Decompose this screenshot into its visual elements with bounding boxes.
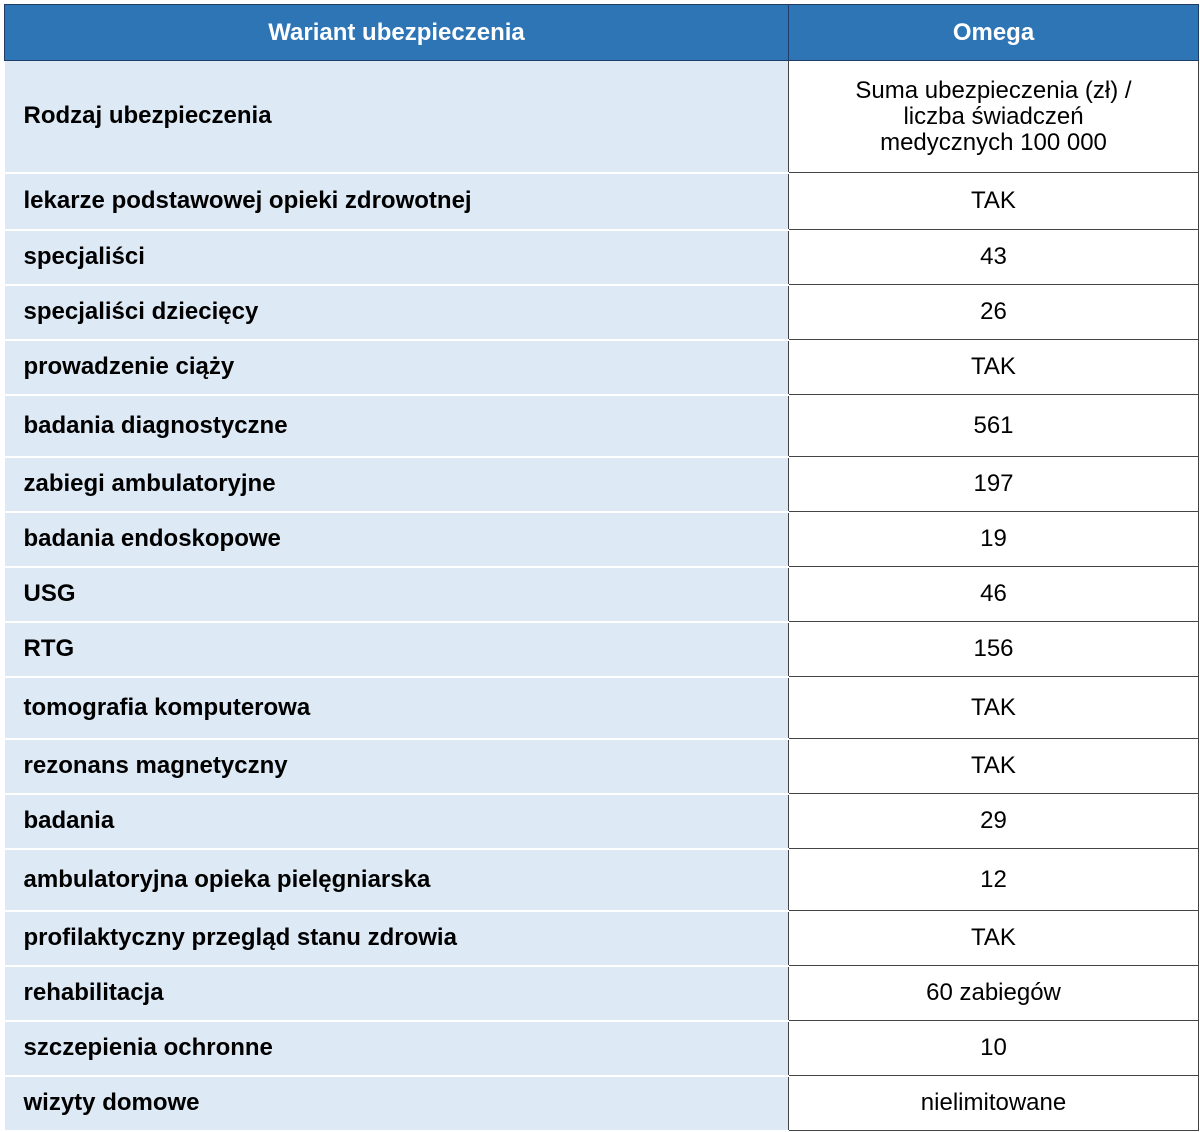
row-value: 10 bbox=[789, 1021, 1199, 1076]
row-label: ambulatoryjna opieka pielęgniarska bbox=[5, 849, 789, 911]
row-label: RTG bbox=[5, 622, 789, 677]
row-value: 561 bbox=[789, 395, 1199, 457]
table-row bbox=[5, 512, 1199, 567]
row-value: TAK bbox=[789, 677, 1199, 739]
value-line: medycznych 100 000 bbox=[880, 128, 1107, 156]
table-row bbox=[5, 285, 1199, 340]
row-label: rezonans magnetyczny bbox=[5, 739, 789, 794]
row-value: 26 bbox=[789, 285, 1199, 340]
row-value: 197 bbox=[789, 457, 1199, 512]
row-value: 60 zabiegów bbox=[789, 966, 1199, 1021]
insurance-table bbox=[4, 4, 1199, 1132]
row-label: profilaktyczny przegląd stanu zdrowia bbox=[5, 911, 789, 966]
value-line: liczba świadczeń bbox=[903, 102, 1084, 130]
row-value: 156 bbox=[789, 622, 1199, 677]
table-row bbox=[5, 395, 1199, 457]
table-row bbox=[5, 173, 1199, 230]
row-value: TAK bbox=[789, 911, 1199, 966]
row-value: TAK bbox=[789, 173, 1199, 230]
header-label: Wariant ubezpieczenia bbox=[5, 5, 789, 61]
table-row bbox=[5, 849, 1199, 911]
table-row bbox=[5, 677, 1199, 739]
row-label: szczepienia ochronne bbox=[5, 1021, 789, 1076]
row-value: 19 bbox=[789, 512, 1199, 567]
row-label: badania diagnostyczne bbox=[5, 395, 789, 457]
row-label: badania bbox=[5, 794, 789, 849]
row-label: badania endoskopowe bbox=[5, 512, 789, 567]
row-label: prowadzenie ciąży bbox=[5, 340, 789, 395]
row-value: 46 bbox=[789, 567, 1199, 622]
table-row bbox=[5, 567, 1199, 622]
table-row bbox=[5, 911, 1199, 966]
row-label: rehabilitacja bbox=[5, 966, 789, 1021]
table-row bbox=[5, 230, 1199, 285]
table-row bbox=[5, 622, 1199, 677]
row-label: tomografia komputerowa bbox=[5, 677, 789, 739]
table-row bbox=[5, 457, 1199, 512]
header-row bbox=[5, 5, 1199, 61]
row-label: specjaliści dziecięcy bbox=[5, 285, 789, 340]
table-row bbox=[5, 739, 1199, 794]
row-label: Rodzaj ubezpieczenia bbox=[5, 61, 789, 173]
value-line: Suma ubezpieczenia (zł) / bbox=[855, 76, 1132, 104]
table-row bbox=[5, 966, 1199, 1021]
table-row bbox=[5, 1021, 1199, 1076]
table-row bbox=[5, 1076, 1199, 1131]
row-value bbox=[789, 61, 1199, 173]
row-value: TAK bbox=[789, 739, 1199, 794]
header-value: Omega bbox=[789, 5, 1199, 61]
row-value: 12 bbox=[789, 849, 1199, 911]
row-value: nielimitowane bbox=[789, 1076, 1199, 1131]
table-row bbox=[5, 340, 1199, 395]
row-label: specjaliści bbox=[5, 230, 789, 285]
row-value: 29 bbox=[789, 794, 1199, 849]
row-value: TAK bbox=[789, 340, 1199, 395]
table-row bbox=[5, 61, 1199, 173]
row-label: lekarze podstawowej opieki zdrowotnej bbox=[5, 173, 789, 230]
row-label: USG bbox=[5, 567, 789, 622]
row-label: zabiegi ambulatoryjne bbox=[5, 457, 789, 512]
row-value: 43 bbox=[789, 230, 1199, 285]
table-row bbox=[5, 794, 1199, 849]
row-label: wizyty domowe bbox=[5, 1076, 789, 1131]
